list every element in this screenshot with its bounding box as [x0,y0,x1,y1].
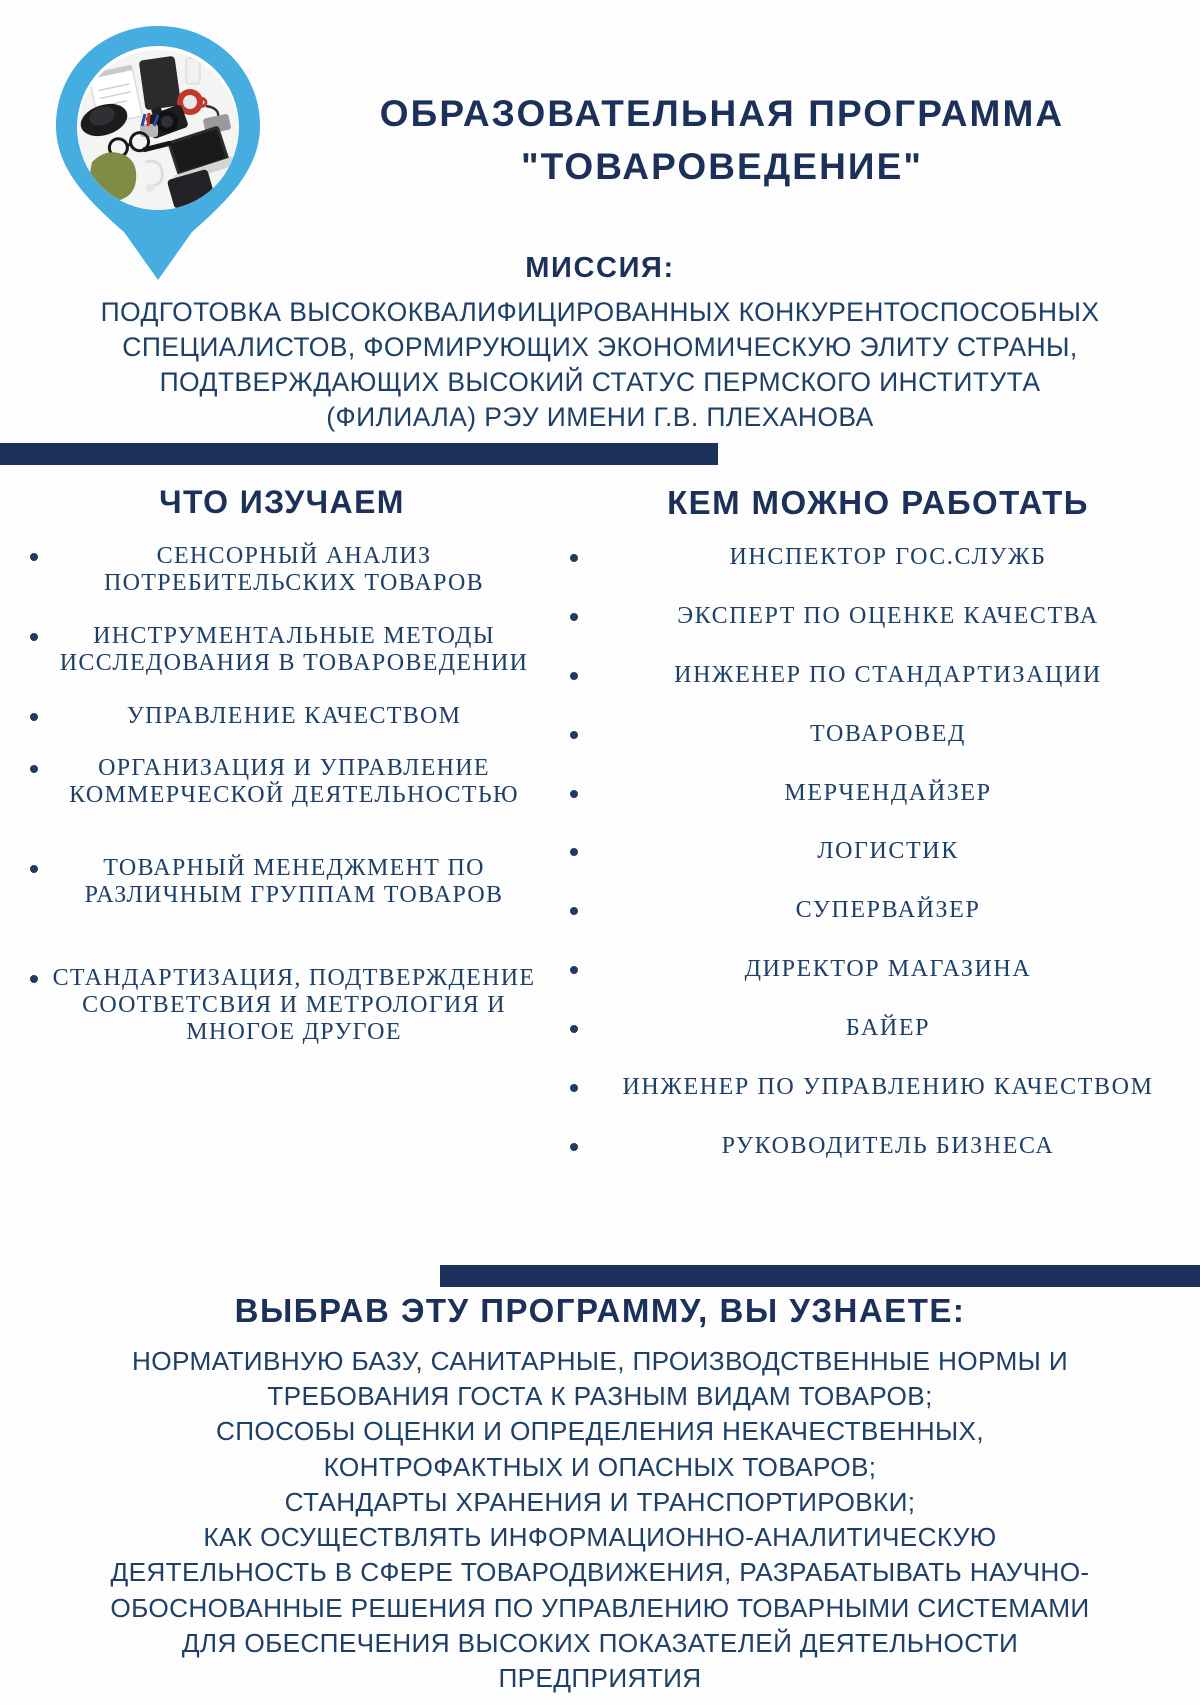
list-item-label: ИНСТРУМЕНТАЛЬНЫЕ МЕТОДЫ ИССЛЕДОВАНИЯ В ТОВАРОВЕДЕНИИ [59,622,529,676]
list-item-label: РУКОВОДИТЕЛЬ БИЗНЕСА [721,1132,1055,1159]
list-item [8,703,556,730]
divider-bar-top [0,443,718,465]
outcomes-line: ПРЕДПРИЯТИЯ [498,1663,702,1694]
outcomes-heading: ВЫБРАВ ЭТУ ПРОГРАММУ, ВЫ УЗНАЕТЕ: [234,1292,966,1329]
pin-photo-image [78,50,238,210]
column-career-paths [556,484,1200,1192]
outcomes-section [0,1292,1200,1696]
list-item [556,603,1200,630]
mission-line: ПОДТВЕРЖДАЮЩИХ ВЫСОКИЙ СТАТУС ПЕРМСКОГО ИНСТИТУТА [159,366,1041,397]
mission-line: ПОДГОТОВКА ВЫСОКОКВАЛИФИЦИРОВАННЫХ КОНКУРЕНТОСПОСОБНЫХ [100,297,1100,327]
poster-header [0,0,1200,258]
list-item-label: ОРГАНИЗАЦИЯ И УПРАВЛЕНИЕ КОММЕРЧЕСКОЙ ДЕЯТЕЛЬНОСТЬЮ [69,755,519,809]
outcomes-text [0,1344,1200,1696]
bullet-icon [570,1143,578,1151]
outcomes-line: КОНТРОФАКТНЫХ И ОПАСНЫХ ТОВАРОВ; [323,1451,877,1482]
list-item-label: СЕНСОРНЫЙ АНАЛИЗ ПОТРЕБИТЕЛЬСКИХ ТОВАРОВ [104,543,484,596]
list-item [556,897,1200,924]
outcomes-line: ДЛЯ ОБЕСПЕЧЕНИЯ ВЫСОКИХ ПОКАЗАТЕЛЕЙ ДЕЯТЕЛЬНОСТИ [181,1627,1019,1658]
list-item [8,965,556,1046]
list-item-label: ДИРЕКТОР МАГАЗИНА [744,956,1032,983]
list-item [556,838,1200,865]
two-column-section [0,484,1200,1192]
list-item-label: ИНЖЕНЕР ПО УПРАВЛЕНИЮ КАЧЕСТВОМ [622,1073,1154,1100]
mission-section [0,252,1200,435]
bullet-icon [30,553,38,561]
bullet-icon [570,1084,578,1092]
list-item [8,855,556,909]
list-item [556,544,1200,571]
title-line-1: ОБРАЗОВАТЕЛЬНАЯ ПРОГРАММА [379,93,1065,134]
bullet-icon [30,633,38,641]
list-item [556,721,1200,748]
bullet-icon [30,865,38,873]
outcomes-line: СПОСОБЫ ОЦЕНКИ И ОПРЕДЕЛЕНИЯ НЕКАЧЕСТВЕННЫХ, [215,1416,985,1447]
list-item-label: ИНСПЕКТОР ГОС.СЛУЖБ [729,544,1047,570]
list-item-label: ТОВАРНЫЙ МЕНЕДЖМЕНТ ПО РАЗЛИЧНЫМ ГРУППАМ ТОВАРОВ [84,855,504,908]
column-what-we-study [0,484,556,1192]
bullet-icon [570,672,578,680]
list-item-label: ЛОГИСТИК [817,838,959,865]
bullet-icon [30,765,38,773]
bullet-icon [570,554,578,562]
list-item-label: ТОВАРОВЕД [810,720,966,747]
outcomes-line: ОБОСНОВАННЫЕ РЕШЕНИЯ ПО УПРАВЛЕНИЮ ТОВАРНЫМИ СИСТЕМАМИ [110,1592,1090,1623]
list-item [556,1074,1200,1101]
list-item-label: СУПЕРВАЙЗЕР [795,897,981,924]
poster-title [262,88,1182,193]
list-item [556,1015,1200,1042]
bullet-icon [570,966,578,974]
bullet-icon [570,731,578,739]
mission-heading: МИССИЯ: [525,252,675,284]
list-item-label: БАЙЕР [845,1015,931,1041]
bullet-icon [570,613,578,621]
bullet-icon [570,907,578,915]
column-heading-right: КЕМ МОЖНО РАБОТАТЬ [667,484,1089,521]
list-item [8,543,556,597]
bullet-icon [30,975,38,983]
map-pin-photo-icon [52,24,264,282]
list-item [556,1133,1200,1160]
list-item-label: МЕРЧЕНДАЙЗЕР [784,779,992,806]
list-item-label: СТАНДАРТИЗАЦИЯ, ПОДТВЕРЖДЕНИЕ СООТВЕТСВИЯ И МЕТРОЛОГИЯ И МНОГОЕ ДРУГОЕ [52,964,536,1045]
outcomes-line: ДЕЯТЕЛЬНОСТЬ В СФЕРЕ ТОВАРОДВИЖЕНИЯ, РАЗРАБАТЫВАТЬ НАУЧНО- [110,1557,1090,1588]
mission-text [0,295,1200,435]
outcomes-line: СТАНДАРТЫ ХРАНЕНИЯ И ТРАНСПОРТИРОВКИ; [284,1486,916,1517]
list-item-label: ЭКСПЕРТ ПО ОЦЕНКЕ КАЧЕСТВА [677,602,1099,629]
column-heading-left: ЧТО ИЗУЧАЕМ [159,484,405,520]
list-item [556,956,1200,983]
mission-line: СПЕЦИАЛИСТОВ, ФОРМИРУЮЩИХ ЭКОНОМИЧЕСКУЮ ЭЛИТУ СТРАНЫ, [122,331,1078,362]
list-item-label: УПРАВЛЕНИЕ КАЧЕСТВОМ [126,702,462,729]
bullet-icon [30,713,38,721]
list-item [556,780,1200,807]
title-line-2: "ТОВАРОВЕДЕНИЕ" [520,145,924,187]
study-topics-list [8,543,556,1046]
career-list [556,544,1200,1160]
list-item-label: ИНЖЕНЕР ПО СТАНДАРТИЗАЦИИ [674,661,1102,688]
outcomes-line: НОРМАТИВНУЮ БАЗУ, САНИТАРНЫЕ, ПРОИЗВОДСТВЕННЫЕ НОРМЫ И [132,1346,1068,1376]
outcomes-line: ТРЕБОВАНИЯ ГОСТА К РАЗНЫМ ВИДАМ ТОВАРОВ; [267,1381,933,1412]
list-item [8,623,556,677]
list-item [8,755,556,809]
bullet-icon [570,790,578,798]
mission-line: (ФИЛИАЛА) РЭУ ИМЕНИ Г.В. ПЛЕХАНОВА [326,401,874,432]
outcomes-line: КАК ОСУЩЕСТВЛЯТЬ ИНФОРМАЦИОННО-АНАЛИТИЧЕСКУЮ [203,1522,997,1553]
bullet-icon [570,1025,578,1033]
bullet-icon [570,848,578,856]
divider-bar-bottom [440,1265,1200,1287]
list-item [556,662,1200,689]
